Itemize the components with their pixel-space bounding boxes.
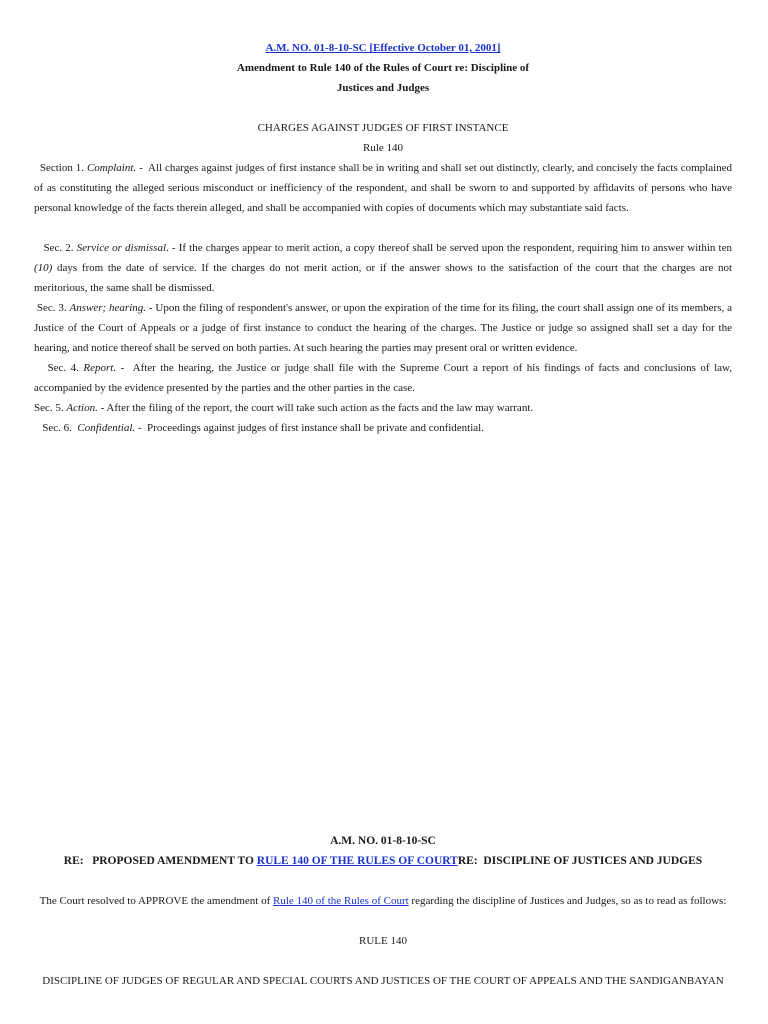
section-3: Sec. 3. Answer; hearing. - Upon the filing of respondent's answer, or upon the expiration of the time for its filing, the court shall assign one of its members, a Justice of the Court of Appeals or a judge of first instance to conduct the hearing of the charges. The Justice or judge so assigned shall set a day for the hearing, and notice thereof shall be served on both parties. At such hearing the parties may present oral or written evidence. [34,302,735,354]
resolution-paragraph: The Court resolved to APPROVE the amendment of Rule 140 of the Rules of Court regarding the discipline of Justices and Judges, so as to read as follows: [39,895,727,907]
rule-140-link-heading[interactable]: RULE 140 OF THE RULES OF COURT [256,855,458,867]
section-1-heading: Complaint. [86,162,137,174]
am-number: A.M. NO. 01-8-10-SC [330,835,436,847]
section-6: Sec. 6. Confidential. - Proceedings against judges of first instance shall be private and confidential. [34,422,484,434]
document-part-2 [34,831,732,991]
section-title: CHARGES AGAINST JUDGES OF FIRST INSTANCE [257,122,509,134]
section-2-heading: Service or dismissal [76,242,166,254]
section-3-heading: Answer; hearing. [69,302,147,314]
document-part-1 [34,38,735,438]
section-5-heading: Action. [66,402,98,414]
rule-140-title: RULE 140 [359,935,407,947]
section-1: Section 1. Complaint. - All charges against judges of first instance shall be in writing and shall set out distinctly, clearly, and concisely the facts complained of as constituting the alleged serious misconduct or inefficiency of the respondent, and shall be sworn to and supported by affidavits of persons who have personal knowledge of the facts therein alleged, and shall be accompanied with copies of documents which may substantiate said facts. [34,162,735,214]
re-line: RE: PROPOSED AMENDMENT TO RULE 140 OF THE RULES OF COURTRE: DISCIPLINE OF JUSTICES AND JUDGES [63,855,703,867]
section-2-number: (10) [34,262,53,274]
rule-140-link-body[interactable]: Rule 140 of the Rules of Court [273,895,409,907]
section-2: Sec. 2. Service or dismissal. - If the charges appear to merit action, a copy thereof shall be served upon the respondent, requiring him to answer within ten (10) days from the date of service. If the charges do not merit action, or if the answer shows to the satisfaction of the court that the charges are not meritorious, the same shall be dismissed. [34,242,735,294]
header-line-2: Justices and Judges [336,82,430,94]
rule-number: Rule 140 [362,142,404,154]
discipline-title: DISCIPLINE OF JUDGES OF REGULAR AND SPECIAL COURTS AND JUSTICES OF THE COURT OF APPEALS AND THE SANDIGANBAYAN [42,975,724,987]
section-5: Sec. 5. Action. - After the filing of the report, the court will take such action as the facts and the law may warrant. [34,402,534,414]
section-4-heading: Report. [83,362,117,374]
header-line-1: Amendment to Rule 140 of the Rules of Court re: Discipline of [236,62,530,74]
header-link[interactable]: A.M. NO. 01-8-10-SC [Effective October 01, 2001] [265,42,501,54]
section-4: Sec. 4. Report. - After the hearing, the Justice or judge shall file with the Supreme Court a report of his findings of facts and conclusions of law, accompanied by the evidence presented by the parties and the other parties in the case. [34,362,735,394]
section-6-heading: Confidential. [77,422,136,434]
